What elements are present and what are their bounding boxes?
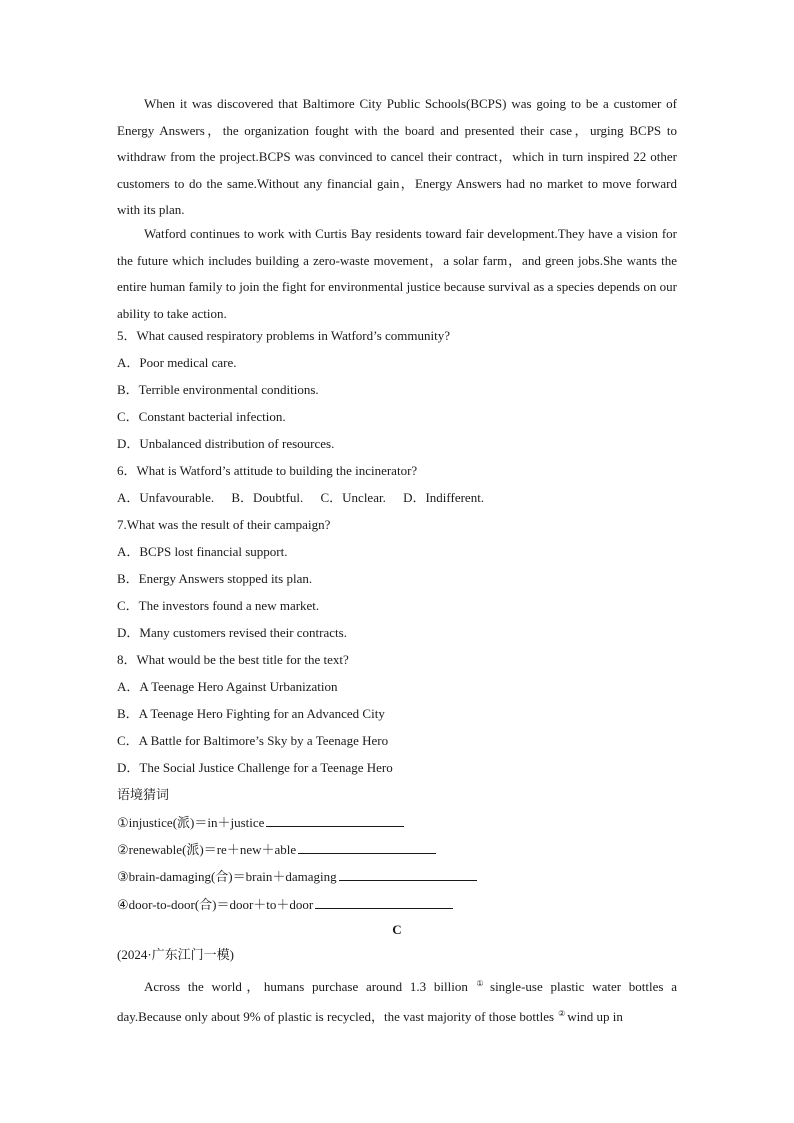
vocab-item-4-answer-blank[interactable] (315, 895, 453, 909)
vocab-item-2-text: ②renewable(派)＝re＋new＋able (117, 842, 297, 857)
question-5-option-a: A．Poor medical care. (117, 355, 237, 370)
passage-b-paragraph-2: Watford continues to work with Curtis Bay residents toward fair development.They have a vision for the future which includes building a zero-waste movement，a solar farm，and green jobs.She wants the entire human family to join the fight for environmental justice because survival as a species depends on our ability to take action. (117, 226, 677, 321)
vocab-item-1-text: ①injustice(派)＝in＋justice (117, 815, 265, 830)
question-6-option-a: A．Unfavourable. (117, 490, 215, 505)
passage-c-text-1: Across the world，humans purchase around 1.3 billion (144, 979, 468, 994)
question-8-stem: 8．What would be the best title for the text? (117, 652, 349, 667)
question-6-option-d: D．Indifferent. (403, 490, 485, 505)
passage-c-letter: C (392, 922, 402, 937)
passage-b-paragraph-1: When it was discovered that Baltimore City Public Schools(BCPS) was going to be a customer of Energy Answers，the organization fought with the board and presented their case，urging BCPS to withdraw from the project.BCPS was convinced to cancel their contract，which in turn inspired 22 other customers to do the same.Without any financial gain，Energy Answers had no market to move forward with its plan. (117, 96, 677, 217)
question-7-option-d: D．Many customers revised their contracts. (117, 625, 347, 640)
footnote-marker-1: ① (471, 979, 489, 988)
question-7-option-c: C．The investors found a new market. (117, 598, 320, 613)
vocab-item-2 (117, 840, 436, 859)
footnote-marker-2: ② (558, 1008, 566, 1018)
question-8-option-b: B．A Teenage Hero Fighting for an Advanced City (117, 706, 385, 721)
question-7-option-a: A．BCPS lost financial support. (117, 544, 288, 559)
vocab-item-2-answer-blank[interactable] (298, 840, 436, 854)
question-5-option-d: D．Unbalanced distribution of resources. (117, 436, 335, 451)
vocab-item-1 (117, 813, 404, 832)
passage-c-text-2: single-use plastic water bottles a day.Because only about 9% of plastic is recycled，the vast majority of those bottles (117, 979, 677, 1024)
passage-c-text-3: wind up in (567, 1008, 623, 1024)
question-7-stem: 7.What was the result of their campaign? (117, 517, 331, 532)
question-8-option-c: C．A Battle for Baltimore’s Sky by a Teenage Hero (117, 733, 389, 748)
vocab-item-3-text: ③brain-damaging(合)＝brain＋damaging (117, 869, 337, 884)
question-5-stem: 5．What caused respiratory problems in Watford’s community? (117, 328, 451, 343)
question-5-option-c: C．Constant bacterial infection. (117, 409, 286, 424)
question-8-option-a: A．A Teenage Hero Against Urbanization (117, 679, 338, 694)
question-6-option-b: B．Doubtful. (231, 490, 304, 505)
vocab-item-4-text: ④door-to-door(合)＝door＋to＋door (117, 897, 314, 912)
vocab-heading: 语境猜词 (117, 787, 170, 802)
vocab-item-4 (117, 895, 453, 914)
question-6-stem: 6．What is Watford’s attitude to building the incinerator? (117, 463, 418, 478)
vocab-item-1-answer-blank[interactable] (266, 813, 404, 827)
question-7-option-b: B．Energy Answers stopped its plan. (117, 571, 313, 586)
passage-c-source: (2024·广东江门一模) (117, 947, 234, 962)
vocab-item-3-answer-blank[interactable] (339, 867, 477, 881)
question-8-option-d: D．The Social Justice Challenge for a Teenage Hero (117, 760, 393, 775)
question-6-options (117, 489, 498, 507)
passage-c-paragraph-1 (117, 971, 677, 1030)
vocab-item-3 (117, 867, 477, 886)
question-5-option-b: B．Terrible environmental conditions. (117, 382, 319, 397)
question-6-option-c: C．Unclear. (320, 490, 386, 505)
